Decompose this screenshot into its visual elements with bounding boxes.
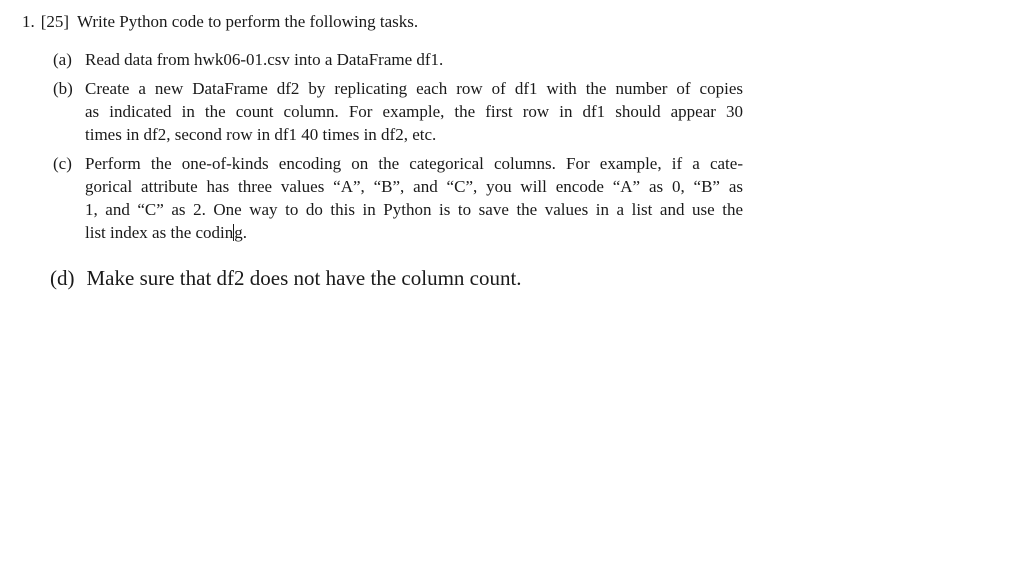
part-a-text: Read data from hwk06-01.csv into a DataFrame df1. (85, 50, 444, 69)
part-c-line-1: Perform the one-of-kinds encoding on the categorical columns. For example, if a cate- (85, 154, 743, 173)
part-c-line-4-end: g. (234, 223, 248, 242)
question-header (22, 11, 418, 33)
part-a (53, 48, 743, 71)
part-b-line-2: as indicated in the count column. For example, the first row in df1 should appear 30 (85, 102, 743, 121)
part-c-line-3: 1, and “C” as 2. One way to do this in Python is to save the values in a list and use the (85, 200, 743, 219)
question-points: [25] (40, 12, 70, 31)
part-b-letter: (b) (53, 79, 73, 98)
part-d-letter: (d) (50, 266, 75, 290)
part-c (53, 152, 743, 244)
part-b-line-1: Create a new DataFrame df2 by replicating each row of df1 with the number of copies (85, 79, 743, 98)
question-number: 1. (22, 12, 35, 31)
question-prompt: Write Python code to perform the following tasks. (77, 12, 419, 31)
part-b-line-3: times in df2, second row in df1 40 times in df2, etc. (85, 125, 437, 144)
part-c-line-4-start: list index as the codin (85, 223, 234, 242)
part-c-line-2: gorical attribute has three values “A”, “B”, and “C”, you will encode “A” as 0, “B” as (85, 177, 743, 196)
part-d-text: Make sure that df2 does not have the column count. (86, 266, 522, 290)
part-c-line-4[interactable] (85, 221, 743, 244)
part-b (53, 77, 743, 146)
part-d[interactable] (50, 264, 522, 292)
part-c-letter: (c) (53, 154, 72, 173)
part-a-letter: (a) (53, 50, 72, 69)
